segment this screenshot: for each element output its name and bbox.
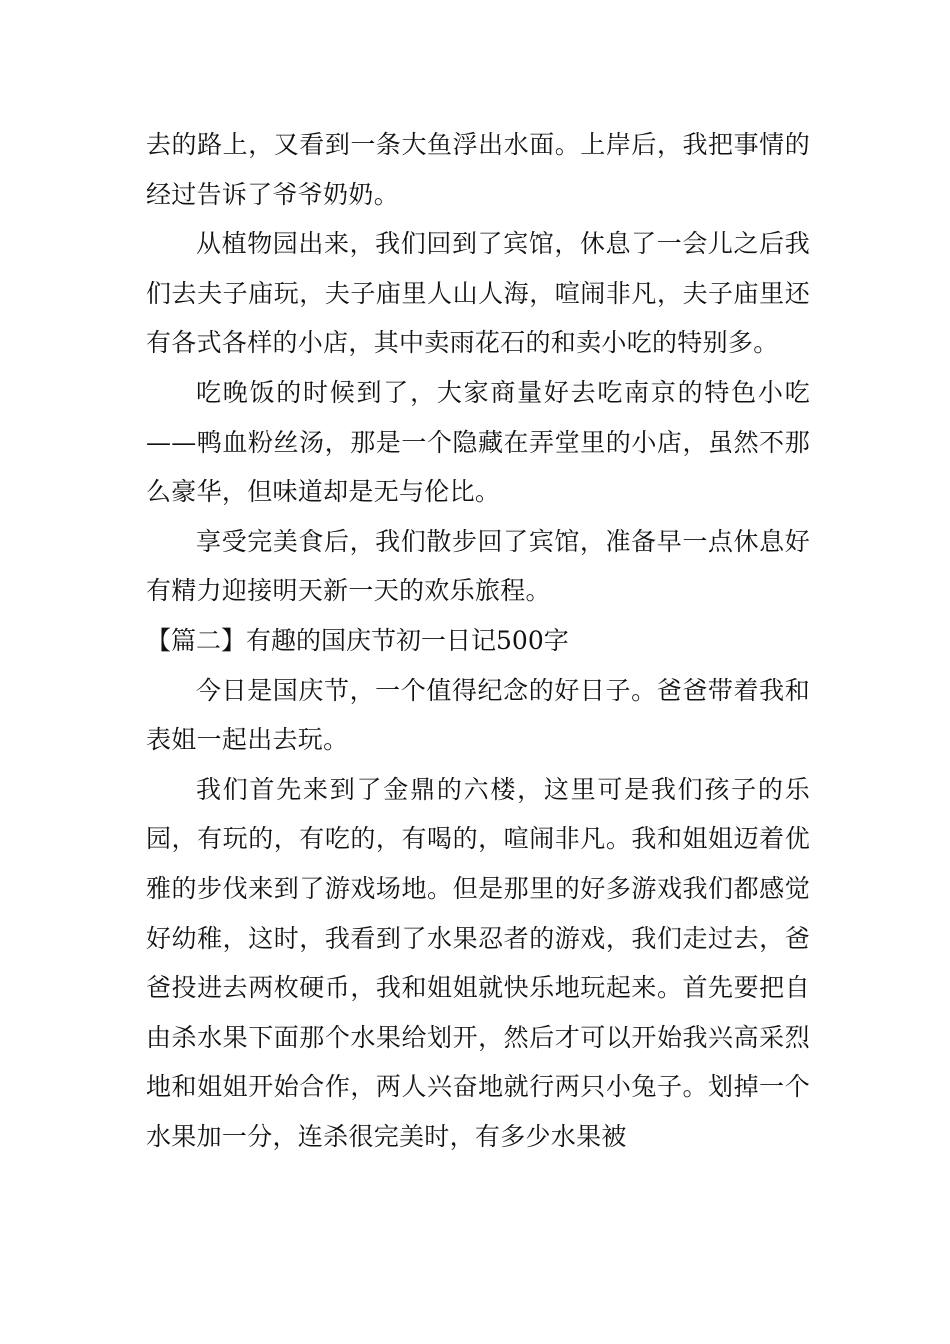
paragraph-national-day: 今日是国庆节，一个值得纪念的好日子。爸爸带着我和表姐一起出去玩。 [146,675,810,755]
paragraph-dinner: 吃晚饭的时候到了，大家商量好去吃南京的特色小吃——鸭血粉丝汤，那是一个隐藏在弄堂里的小店，虽然不那么豪华，但味道却是无与伦比。 [146,377,810,507]
document-body [146,120,810,1161]
paragraph-continuation: 去的路上，又看到一条大鱼浮出水面。上岸后，我把事情的经过告诉了爷爷奶奶。 [146,130,810,209]
section-heading: 【篇二】有趣的国庆节初一日记500字 [146,625,569,655]
paragraph-game-hall: 我们首先来到了金鼎的六楼，这里可是我们孩子的乐园，有玩的，有吃的，有喝的，喧闹非凡。我和姐姐迈着优雅的步伐来到了游戏场地。但是那里的好多游戏我们都感觉好幼稚，这时，我看到了水果忍者的游戏，我们走过去，爸爸投进去两枚硬币，我和姐姐就快乐地玩起来。首先要把自由杀水果下面那个水果给划开，然后才可以开始我兴高采烈地和姐姐开始合作，两人兴奋地就行两只小兔子。划掉一个水果加一分，连杀很完美时，有多少水果被 [146,774,810,1151]
paragraph-botanical-garden: 从植物园出来，我们回到了宾馆，休息了一会儿之后我们去夫子庙玩，夫子庙里人山人海，喧闹非凡，夫子庙里还有各式各样的小店，其中卖雨花石的和卖小吃的特别多。 [146,229,810,358]
paragraph-return-hotel: 享受完美食后，我们散步回了宾馆，准备早一点休息好有精力迎接明天新一天的欢乐旅程。 [146,526,810,606]
